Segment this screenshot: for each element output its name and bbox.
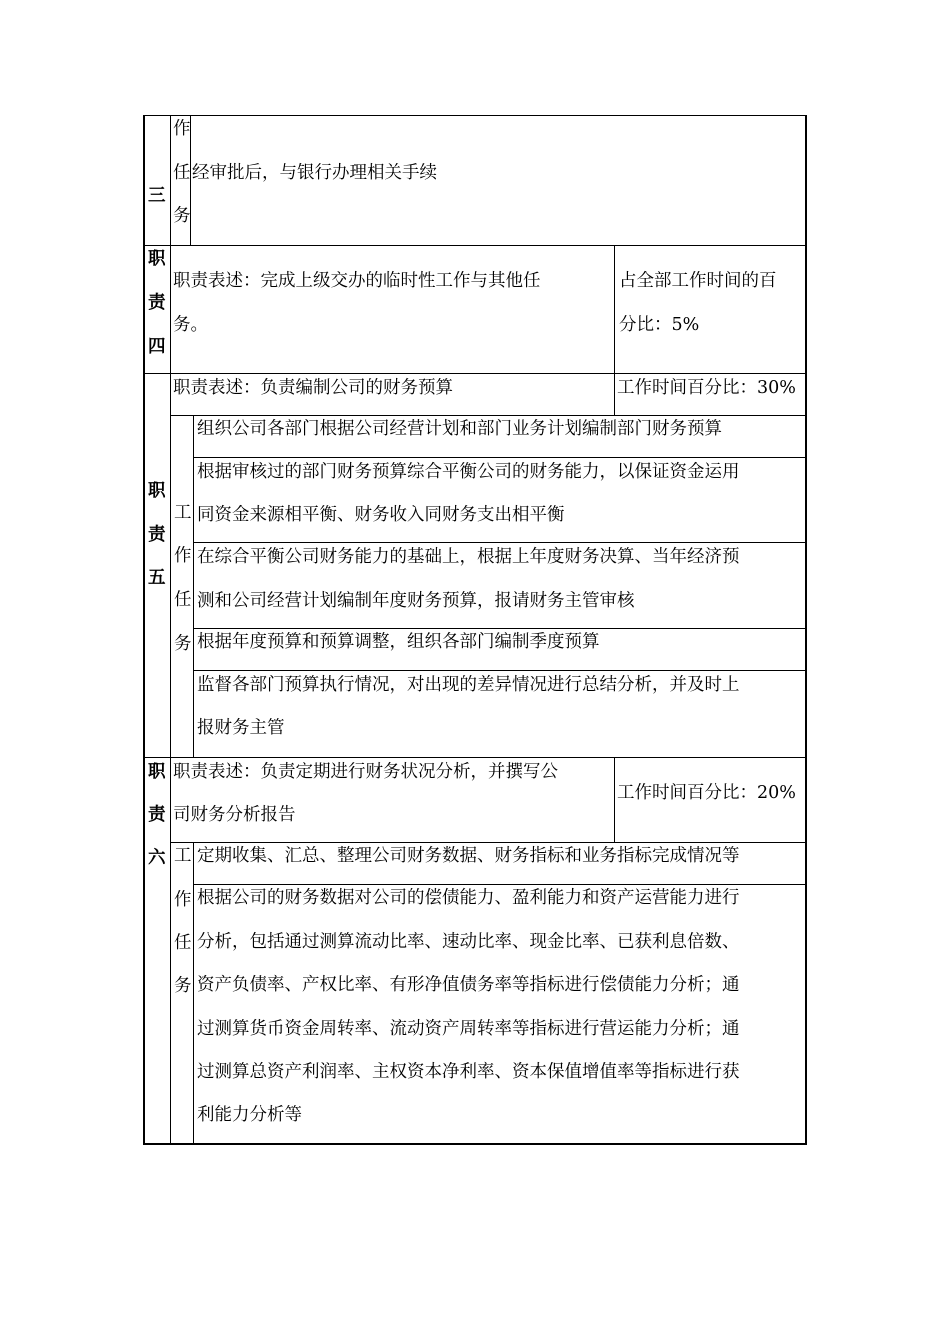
duty6-task-line: 过测算货币资金周转率、流动资产周转率等指标进行营运能力分析；通 [197,1019,740,1039]
duty6-task-line: 利能力分析等 [197,1105,302,1125]
duty6-task-line: 定期收集、汇总、整理公司财务数据、财务指标和业务指标完成情况等 [197,846,740,866]
duty6-label-char: 职 [148,762,166,782]
duty5-task-line: 报财务主管 [197,718,285,738]
duty6-time-share: 工作时间百分比：20% [617,783,796,803]
duty3-task-label-char: 作 [173,119,191,139]
duty3-task-label-char: 任 [173,163,191,183]
duty4-label-char: 责 [148,293,166,313]
duty5-description: 职责表述：负责编制公司的财务预算 [173,378,453,398]
duty3-task-label-char: 务 [173,206,191,226]
duty4-time-share-line: 占全部工作时间的百 [619,271,777,291]
duty3-label: 三 [148,186,166,206]
duty6-task-label-char: 务 [174,976,192,996]
duty4-description-line: 职责表述：完成上级交办的临时性工作与其他任 [173,271,541,291]
duty5-task-line: 在综合平衡公司财务能力的基础上，根据上年度财务决算、当年经济预 [197,547,740,567]
duty5-task-line: 监督各部门预算执行情况，对出现的差异情况进行总结分析，并及时上 [197,675,740,695]
duty4-time-share-line: 分比：5% [619,315,700,335]
duty5-task-label-char: 任 [174,590,192,610]
duty4-description-line: 务。 [173,315,208,335]
duty6-task-line: 根据公司的财务数据对公司的偿债能力、盈利能力和资产运营能力进行 [197,888,740,908]
duty5-label-char: 五 [148,568,166,588]
duty5-time-share: 工作时间百分比：30% [617,378,796,398]
duty5-task-line: 同资金来源相平衡、财务收入同财务支出相平衡 [197,505,565,525]
duty5-task-line: 根据审核过的部门财务预算综合平衡公司的财务能力，以保证资金运用 [197,462,740,482]
duty6-description-line: 职责表述：负责定期进行财务状况分析，并撰写公 [173,762,558,782]
duty6-task-line: 过测算总资产利润率、主权资本净利率、资本保值增值率等指标进行获 [197,1062,740,1082]
duty6-task-label-char: 任 [174,933,192,953]
duty5-task-label-char: 务 [174,634,192,654]
duty4-label-char: 职 [148,249,166,269]
duty6-task-label-char: 作 [174,890,192,910]
duty5-task-line: 根据年度预算和预算调整，组织各部门编制季度预算 [197,632,600,652]
duty5-task-line: 测和公司经营计划编制年度财务预算，报请财务主管审核 [197,591,635,611]
duty3-task-text: 经审批后，与银行办理相关手续 [192,163,437,183]
duty5-task-line: 组织公司各部门根据公司经营计划和部门业务计划编制部门财务预算 [197,419,722,439]
duty6-task-line: 资产负债率、产权比率、有形净值债务率等指标进行偿债能力分析；通 [197,975,740,995]
duty5-label-char: 职 [148,481,166,501]
duty4-label-char: 四 [148,337,166,357]
duty5-task-label-char: 工 [174,503,192,523]
duty6-task-line: 分析，包括通过测算流动比率、速动比率、现金比率、已获利息倍数、 [197,932,740,952]
duty6-task-label-char: 工 [174,846,192,866]
duty5-label-char: 责 [148,525,166,545]
duty6-description-line: 司财务分析报告 [173,805,296,825]
duty5-task-label-char: 作 [174,546,192,566]
duty6-label-char: 责 [148,805,166,825]
duty6-label-char: 六 [148,848,166,868]
